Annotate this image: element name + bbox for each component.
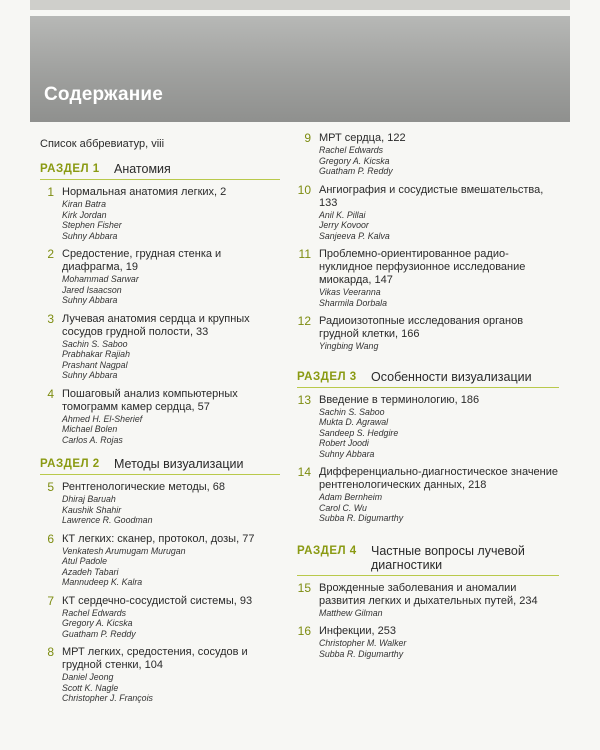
left-column — [40, 132, 280, 711]
section-label: РАЗДЕЛ 3 — [297, 370, 357, 383]
chapter-number: 16 — [297, 624, 311, 638]
author-name: Suhny Abbara — [62, 295, 118, 305]
section-title: Методы визуализации — [114, 457, 244, 471]
toc-entry[interactable] — [40, 481, 280, 526]
section-header — [40, 457, 280, 475]
author-name: Prabhakar Rajiah — [62, 349, 130, 359]
section-title: Частные вопросы лучевой диагностики — [371, 543, 525, 572]
entry-body — [319, 184, 559, 242]
author-name: Sharmila Dorbala — [319, 297, 387, 308]
chapter-number: 15 — [297, 580, 311, 595]
header-banner — [30, 16, 570, 122]
author-name: Rachel Edwards — [319, 145, 384, 155]
author-name: Daniel Jeong — [62, 672, 114, 682]
author-name: Vikas Veeranna — [319, 287, 381, 297]
author-name: Rachel Edwards — [62, 607, 127, 618]
chapter-title[interactable]: Средостение, грудная стенка и диафрагма, 19 — [62, 248, 222, 273]
chapter-number: 9 — [304, 131, 311, 145]
chapter-title[interactable]: Введение в терминологию, 186 — [319, 393, 480, 406]
author-name: Suhny Abbara — [319, 448, 375, 459]
entry-body — [319, 394, 559, 460]
chapter-number: 3 — [47, 311, 54, 326]
author-name: Dhiraj Baruah — [62, 494, 116, 504]
author-name: Adam Bernheim — [319, 492, 383, 502]
author-name: Mohammad Sarwar — [62, 274, 139, 284]
author-name: Lawrence R. Goodman — [62, 515, 153, 525]
chapter-title[interactable]: Ангиография и сосудистые вмешательства, 133 — [319, 183, 544, 209]
author-name: Subba R. Digumarthy — [319, 648, 404, 659]
author-name: Carol C. Wu — [319, 502, 367, 513]
toc-entry[interactable] — [40, 313, 280, 381]
author-name: Scott K. Nagle — [62, 682, 119, 693]
toc-entry[interactable] — [40, 595, 280, 640]
chapter-title[interactable]: Радиоизотопные исследования органов грудной клетки, 166 — [319, 315, 524, 340]
author-name: Robert Joodi — [319, 438, 369, 448]
chapter-number: 7 — [47, 593, 54, 608]
chapter-number: 5 — [47, 480, 54, 494]
chapter-title[interactable]: МРТ сердца, 122 — [319, 132, 406, 144]
author-name: Yingbing Wang — [319, 341, 379, 351]
entry-body — [62, 481, 280, 526]
author-name: Subba R. Digumarthy — [319, 513, 404, 523]
entry-body — [319, 625, 559, 659]
chapter-title[interactable]: Пошаговый анализ компьютерных томограмм камер сердца, 57 — [62, 387, 238, 413]
author-name: Jerry Kovoor — [319, 220, 369, 230]
entry-body — [62, 388, 280, 446]
entry-body — [319, 132, 559, 177]
author-name: Anil K. Pillai — [319, 209, 366, 220]
section-header — [297, 370, 559, 388]
chapter-title[interactable]: Врожденные заболевания и аномалии развития легких и дыхательных путей, 234 — [319, 581, 538, 607]
author-name: Matthew Gilman — [319, 607, 383, 618]
author-name: Sachin S. Saboo — [62, 338, 128, 349]
author-name: Guatham P. Reddy — [62, 628, 136, 639]
author-name: Suhny Abbara — [62, 230, 118, 241]
toc-entry[interactable] — [297, 394, 559, 460]
section-label: РАЗДЕЛ 4 — [297, 544, 357, 557]
author-name: Jared Isaacson — [62, 284, 122, 295]
author-name: Gregory A. Kicska — [62, 618, 133, 628]
entry-body — [319, 466, 559, 524]
entry-body — [62, 646, 280, 704]
author-name: Kiran Batra — [62, 199, 107, 209]
entry-body — [62, 533, 280, 588]
chapter-title[interactable]: Рентгенологические методы, 68 — [62, 481, 225, 493]
chapter-number: 10 — [297, 182, 311, 197]
entry-body — [62, 248, 280, 306]
toc-entry[interactable] — [40, 186, 280, 241]
author-name: Suhny Abbara — [62, 370, 118, 380]
section-header — [297, 544, 559, 576]
toc-entry[interactable] — [40, 248, 280, 306]
right-column-content — [297, 132, 559, 659]
chapter-title[interactable]: МРТ легких, средостения, сосудов и грудной стенки, 104 — [62, 646, 248, 671]
toc-entry[interactable] — [297, 248, 559, 308]
author-name: Christopher J. François — [62, 693, 153, 703]
right-column — [297, 132, 559, 666]
chapter-title[interactable]: Лучевая анатомия сердца и крупных сосудов грудной полости, 33 — [62, 312, 250, 338]
toc-entry[interactable] — [297, 582, 559, 619]
author-name: Mannudeep K. Kalra — [62, 577, 143, 587]
chapter-title[interactable]: Инфекции, 253 — [319, 625, 397, 637]
author-name: Prashant Nagpal — [62, 359, 128, 370]
chapter-number: 1 — [47, 185, 54, 199]
author-name: Gregory A. Kicska — [319, 155, 390, 166]
chapter-number: 8 — [47, 645, 54, 659]
chapter-number: 6 — [47, 531, 54, 546]
toc-entry[interactable] — [297, 466, 559, 524]
author-name: Venkatesh Arumugam Murugan — [62, 545, 186, 556]
chapter-number: 2 — [47, 247, 54, 261]
section-label: РАЗДЕЛ 2 — [40, 458, 100, 470]
chapter-title[interactable]: Нормальная анатомия легких, 2 — [62, 186, 227, 198]
chapter-title[interactable]: Дифференциально-диагностическое значение рентгенологических данных, 218 — [319, 466, 559, 491]
chapter-title[interactable]: КТ сердечно-сосудистой системы, 93 — [62, 594, 253, 607]
author-name: Sachin S. Saboo — [319, 406, 385, 417]
chapter-number: 4 — [47, 386, 54, 401]
entry-body — [62, 595, 280, 640]
toc-entry[interactable] — [297, 315, 559, 352]
chapter-number: 12 — [297, 314, 311, 328]
section-label: РАЗДЕЛ 1 — [40, 163, 100, 175]
author-name: Atul Padole — [62, 556, 107, 566]
author-name: Sandeep S. Hedgire — [319, 427, 399, 438]
entry-body — [319, 315, 559, 352]
toc-entry[interactable] — [40, 388, 280, 446]
chapter-title[interactable]: КТ легких: сканер, протокол, дозы, 77 — [62, 532, 255, 545]
author-name: Azadeh Tabari — [62, 566, 119, 577]
entry-body — [319, 248, 559, 308]
author-name: Stephen Fisher — [62, 220, 122, 230]
abbreviations-link[interactable]: Список аббревиатур, viii — [40, 138, 165, 150]
author-name: Michael Bolen — [62, 424, 118, 434]
author-name: Mukta D. Agrawal — [319, 417, 389, 427]
left-column-content — [40, 162, 280, 704]
toc-entry[interactable] — [297, 184, 559, 242]
toc-entry[interactable] — [297, 625, 559, 659]
author-name: Kaushik Shahir — [62, 504, 122, 515]
section-header — [40, 162, 280, 180]
author-name: Guatham P. Reddy — [319, 166, 393, 176]
entry-body — [319, 582, 559, 619]
toc-entry[interactable] — [40, 533, 280, 588]
author-name: Sanjeeva P. Kalva — [319, 230, 390, 241]
toc-entry[interactable] — [40, 646, 280, 704]
page-title: Содержание — [44, 84, 164, 105]
section-title: Особенности визуализации — [371, 369, 532, 384]
toc-entry[interactable] — [297, 132, 559, 177]
entry-body — [62, 313, 280, 381]
author-name: Christopher M. Walker — [319, 638, 407, 648]
chapter-number: 13 — [297, 392, 311, 407]
author-name: Kirk Jordan — [62, 209, 107, 220]
author-name: Ahmed H. El-Sherief — [62, 413, 143, 424]
section-title: Анатомия — [114, 162, 171, 176]
author-name: Carlos A. Rojas — [62, 434, 123, 445]
top-strip — [30, 0, 570, 10]
entry-body — [62, 186, 280, 241]
chapter-number: 14 — [297, 465, 311, 479]
chapter-title[interactable]: Проблемно-ориентированное радио-нуклидное перфузионное исследование миокарда, 147 — [319, 248, 526, 286]
chapter-number: 11 — [298, 247, 311, 261]
